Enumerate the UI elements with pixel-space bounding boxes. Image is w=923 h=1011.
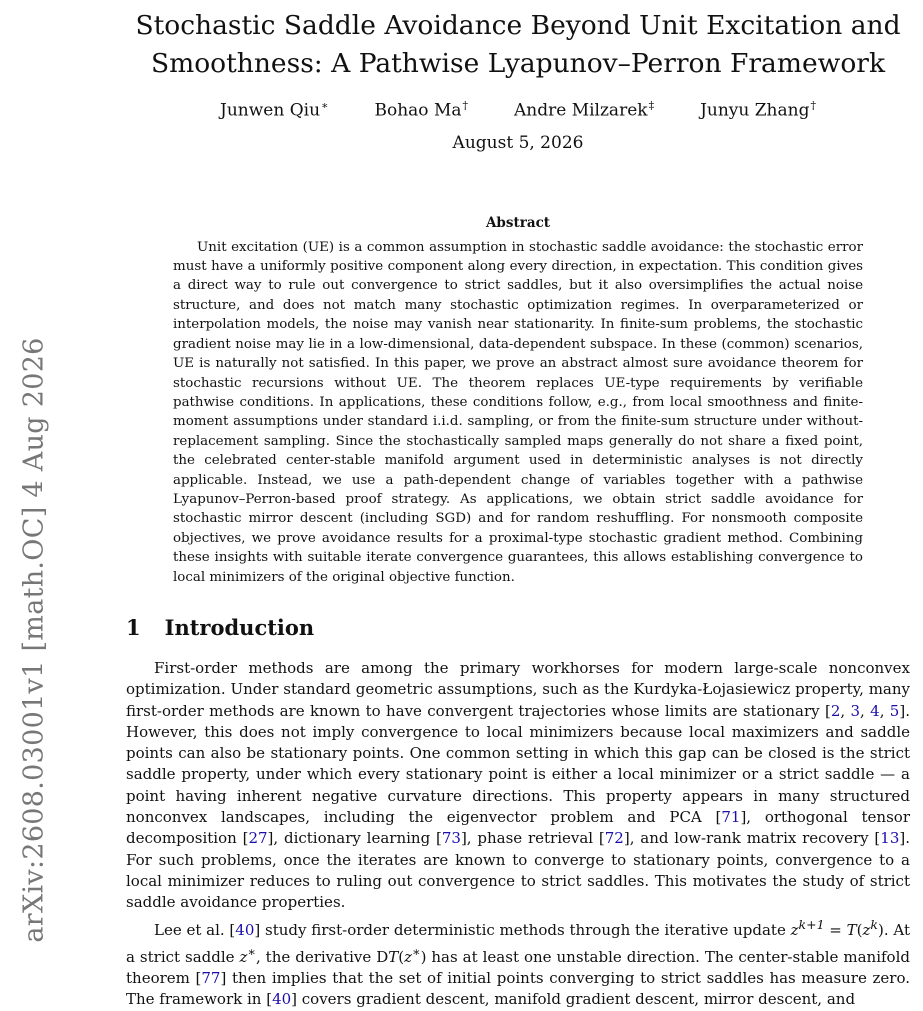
paper-date: August 5, 2026: [452, 132, 584, 153]
arxiv-sidebar: [0, 0, 60, 1000]
author: Junwen Qiu∗: [220, 99, 329, 121]
author: Andre Milzarek‡: [514, 99, 655, 121]
title-line-1: Stochastic Saddle Avoidance Beyond Unit Excitation and: [135, 10, 901, 41]
citation-link[interactable]: 77: [201, 969, 221, 988]
section-title: Introduction: [164, 614, 315, 640]
citation-link[interactable]: 73: [441, 829, 461, 848]
citation-link[interactable]: 27: [248, 829, 268, 848]
citation-link[interactable]: 3: [850, 701, 861, 720]
citation-link[interactable]: 13: [880, 829, 900, 848]
citation-link[interactable]: 4: [870, 701, 880, 720]
title-line-2: Smoothness: A Pathwise Lyapunov–Perron Framework: [150, 48, 886, 79]
citation-link[interactable]: 40: [235, 920, 255, 939]
citation-link[interactable]: 71: [721, 808, 741, 827]
abstract-heading: Abstract: [485, 214, 551, 231]
intro-paragraph-2: Lee et al. [40] study first-order deterministic methods through the iterative update $z^{k+1} = T(z^k)$. At a strict saddle z∗, the derivative DT(z∗) has at least one unstable direction. The center-stable manifold theorem [77] then implies that the set of initial points converging to strict saddles has measure zero. The framework in [40] covers gradient descent, manifold gradient descent, mirror descent, and: [126, 916, 910, 1009]
abstract-text: Unit excitation (UE) is a common assumption in stochastic saddle avoidance: the stochastic error must have a uniformly positive component along every direction, in expectation. This condition gives a direct way to rule out convergence to strict saddles, but it also oversimplifies the actual noise structure, and does not match many stochastic optimization regimes. In overparameterized or interpolation models, the noise may vanish near stationarity. In finite-sum problems, the stochastic gradient noise may lie in a low-dimensional, data-dependent subspace. In these (common) scenarios, UE is naturally not satisfied. In this paper, we prove an abstract almost sure avoidance theorem for stochastic recursions without UE. The theorem replaces UE-type requirements by verifiable pathwise conditions. In applications, these conditions follow, e.g., from local smoothness and finite-moment assumptions under standard i.i.d. sampling, or from the finite-sum structure under without-replacement sampling. Since the stochastically sampled maps generally do not share a fixed point, the celebrated center-stable manifold argument used in deterministic analyses is not directly applicable. Instead, we use a path-dependent change of variables together with a pathwise Lyapunov–Perron-based proof strategy. As applications, we obtain strict saddle avoidance for stochastic mirror descent (including SGD) and for random reshuffling. For nonsmooth composite objectives, we prove avoidance results for a proximal-type stochastic gradient method. Combining these insights with suitable iterate convergence guarantees, this allows establishing convergence to local minimizers of the original objective function.: [173, 239, 863, 585]
author-list: [126, 99, 910, 121]
section-number: 1: [126, 614, 141, 640]
paper-title: [126, 7, 910, 83]
paper-page: [126, 0, 910, 1011]
citation-link[interactable]: 2: [830, 701, 841, 720]
author: Junyu Zhang†: [700, 99, 816, 121]
author: Bohao Ma†: [374, 99, 468, 121]
citation-link[interactable]: 40: [272, 990, 292, 1009]
section-heading: [126, 615, 910, 640]
arxiv-identifier: arXiv:2608.03001v1 [math.OC] 4 Aug 2026: [18, 337, 50, 943]
citation-link[interactable]: 72: [604, 829, 624, 848]
citation-link[interactable]: 5: [889, 701, 900, 720]
intro-paragraph-1: First-order methods are among the primary workhorses for modern large-scale nonconvex optimization. Under standard geometric assumptions, such as the Kurdyka-Łojasiewicz property, many first-order methods are known to have convergent trajectories whose limits are stationary [2, 3, 4, 5]. However, this does not imply convergence to local minimizers because local maximizers and saddle points can also be stationary points. One common setting in which this gap can be closed is the strict saddle property, under which every stationary point is either a local minimizer or a strict saddle — a point having inherent negative curvature directions. This property appears in many structured nonconvex landscapes, including the eigenvector problem and PCA [71], orthogonal tensor decomposition [27], dictionary learning [73], phase retrieval [72], and low-rank matrix recovery [13]. For such problems, once the iterates are known to converge to stationary points, convergence to a local minimizer reduces to ruling out convergence to strict saddles. This motivates the study of strict saddle avoidance properties.: [126, 658, 910, 912]
